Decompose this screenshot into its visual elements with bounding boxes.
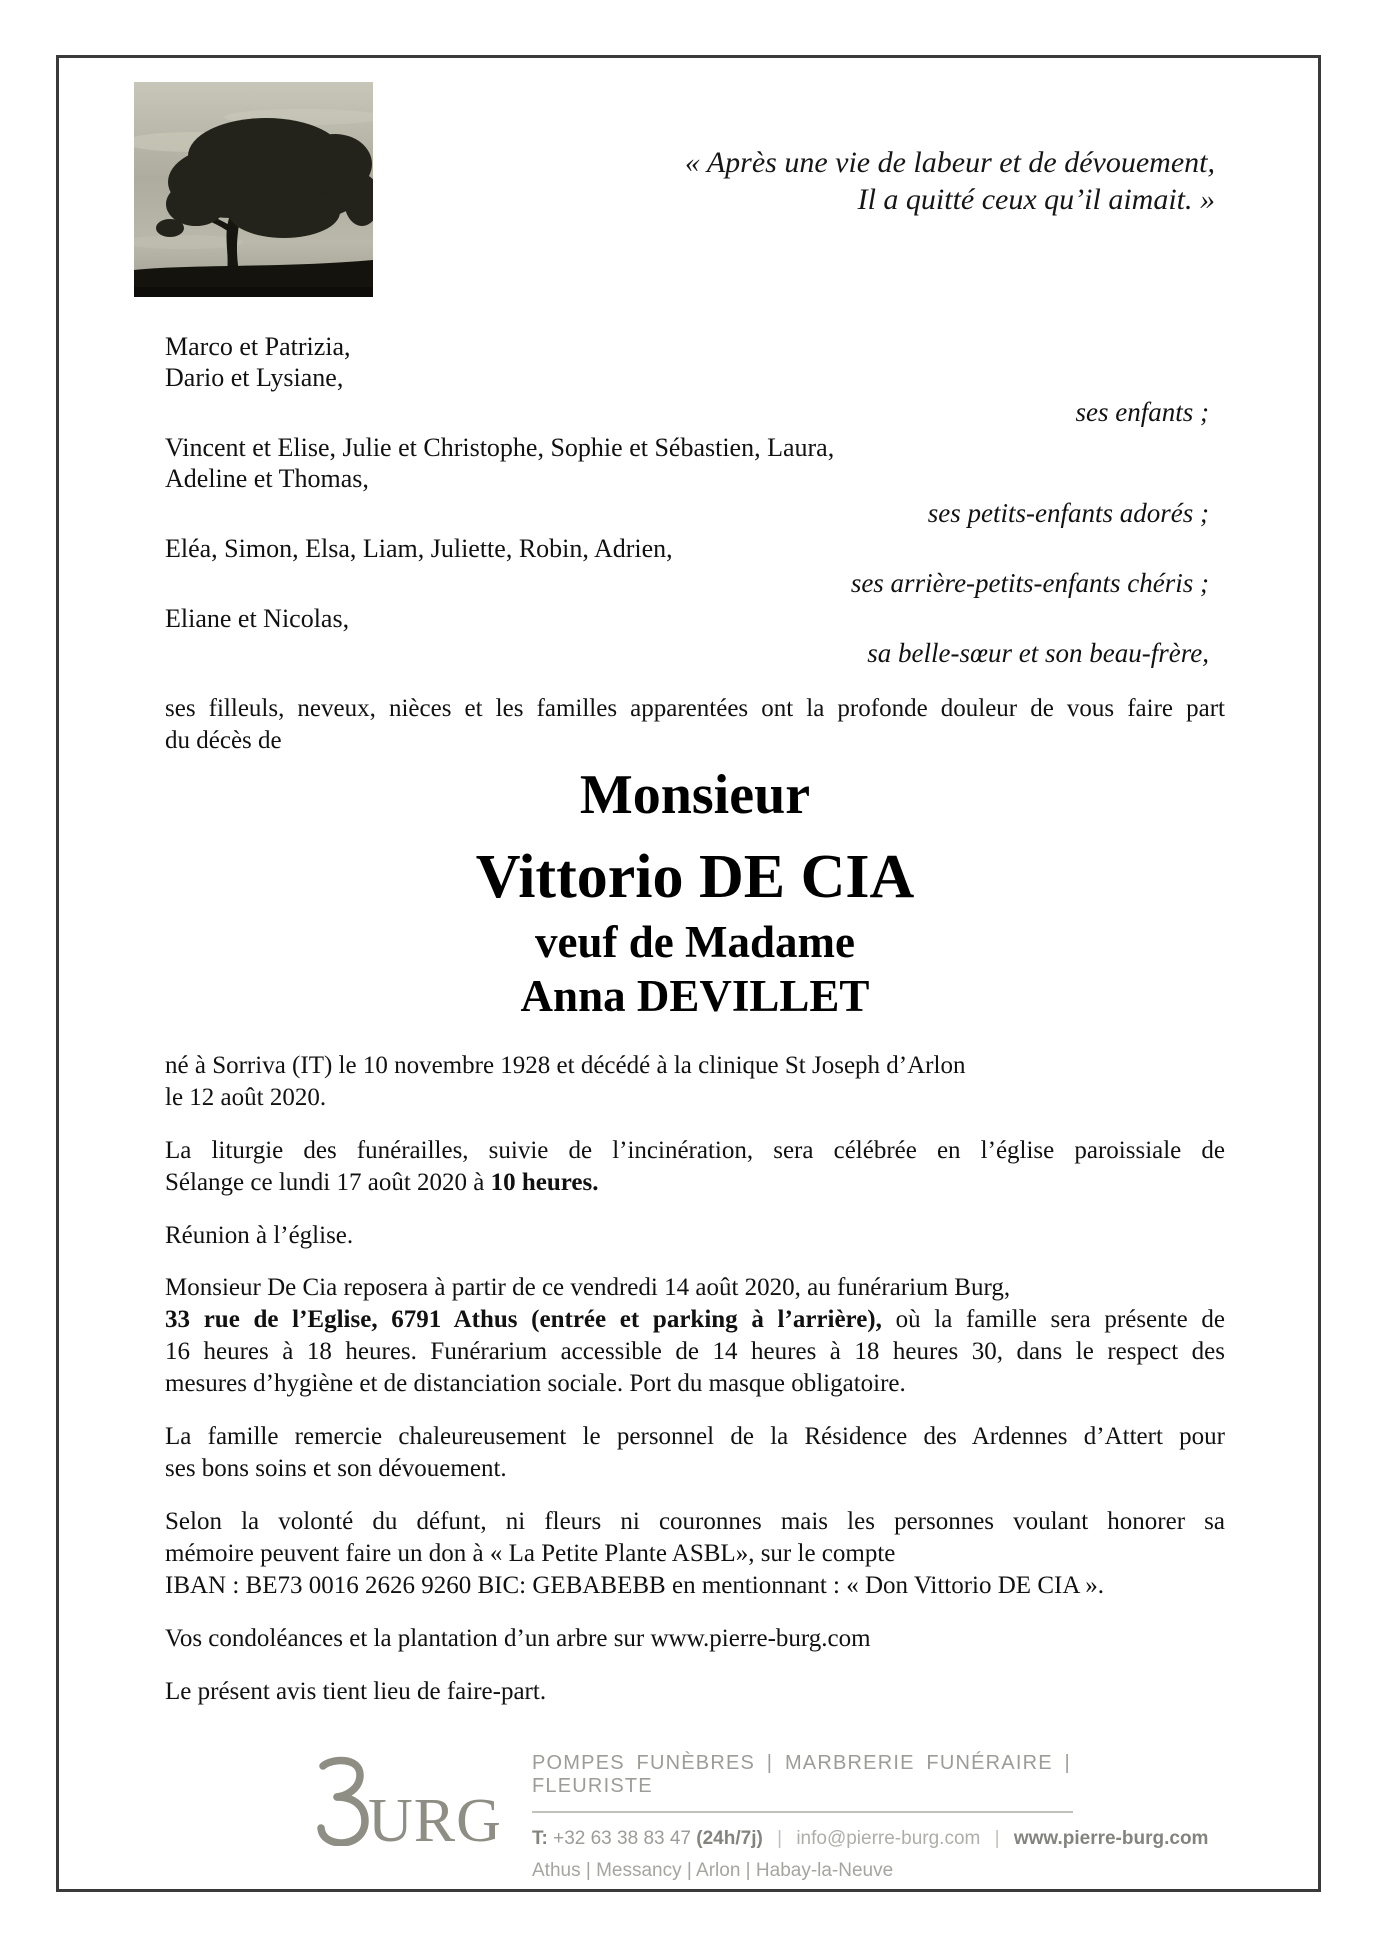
deceased-name: Vittorio DE CIA [475, 843, 915, 911]
condolences-line: Vos condoléances et la plantation d’un arbre sur www.pierre-burg.com [165, 1625, 871, 1652]
footer-cities-line: Athus | Messancy | Arlon | Habay-la-Neuve [532, 1860, 894, 1881]
phone-hours: (24h/7j) [696, 1828, 763, 1849]
great-grandchildren-relation-label: ses arrière-petits-enfants chéris ; [850, 568, 1209, 598]
tree-photo [134, 82, 373, 297]
liturgy-time-bold: 10 heures. [490, 1169, 599, 1196]
thanks-paragraph [165, 1421, 1225, 1485]
spouse-name: Anna DEVILLET [520, 971, 870, 1021]
thanks-line1: La famille remercie chaleureusement le personnel de la Résidence des Ardennes d’Attert pour [165, 1423, 1225, 1450]
family-names-section [165, 331, 1225, 669]
liturgy-line2-text: Sélange ce lundi 17 août 2020 à [165, 1169, 491, 1196]
burg-logo-letters: URG [368, 1787, 502, 1855]
header-row [165, 82, 1225, 297]
children-names-line1: Marco et Patrizia, [165, 332, 351, 361]
birth-death-line2: le 12 août 2020. [165, 1084, 327, 1111]
grandchildren-names-line2: Adeline et Thomas, [165, 464, 369, 493]
repose-line1: Monsieur De Cia reposera à partir de ce vendredi 14 août 2020, au funérarium Burg, [165, 1274, 1011, 1301]
children-relation-label: ses enfants ; [1075, 397, 1209, 427]
inlaws-names-line: Eliane et Nicolas, [165, 604, 350, 633]
donation-paragraph [165, 1506, 1225, 1602]
announcement-paragraph [165, 693, 1225, 757]
separator-bar: | [777, 1828, 783, 1849]
funeral-home-address-bold: 33 rue de l’Eglise, 6791 Athus (entrée et parking à l’arrière), [165, 1306, 882, 1333]
great-grandchildren-names-line: Eléa, Simon, Elsa, Liam, Juliette, Robin, Adrien, [165, 534, 673, 563]
grandchildren-names-line1: Vincent et Elise, Julie et Christophe, Sophie et Sébastien, Laura, [165, 433, 835, 462]
children-names-line2: Dario et Lysiane, [165, 363, 344, 392]
meeting-line: Réunion à l’église. [165, 1222, 354, 1249]
condolences-paragraph [165, 1623, 1225, 1655]
liturgy-paragraph [165, 1135, 1225, 1199]
announcement-line2: du décès de [165, 727, 282, 754]
liturgy-line2 [165, 1167, 1225, 1199]
memorial-quote [685, 144, 1215, 218]
thanks-line2: ses bons soins et son dévouement. [165, 1455, 507, 1482]
meeting-paragraph [165, 1220, 1225, 1252]
memorial-quote-line1: « Après une vie de labeur et de dévouement, [684, 146, 1215, 179]
separator-bar: | [994, 1828, 1000, 1849]
repose-paragraph [165, 1272, 1225, 1400]
memorial-quote-line2: Il a quitté ceux qu’il aimait. » [857, 183, 1215, 216]
birth-death-line1: né à Sorriva (IT) le 10 novembre 1928 et décédé à la clinique St Joseph d’Arlon [165, 1052, 966, 1079]
notice-content [165, 0, 1225, 1708]
announcement-line1: ses filleuls, neveux, nièces et les familles apparentées ont la profonde douleur de vous faire part [165, 695, 1225, 722]
footer-services-line: POMPES FUNÈBRES | MARBRERIE FUNÉRAIRE | FLEURISTE [532, 1752, 1071, 1797]
donation-line1: Selon la volonté du défunt, ni fleurs ni couronnes mais les personnes voulant honorer sa [165, 1508, 1225, 1535]
donation-line2: mémoire peuvent faire un don à « La Petite Plante ASBL», sur le compte [165, 1540, 896, 1567]
phone-number: +32 63 38 83 47 [553, 1828, 691, 1849]
repose-line2-rest: où la famille sera présente de [881, 1306, 1225, 1333]
repose-line2 [165, 1304, 1225, 1336]
birth-death-paragraph [165, 1050, 1225, 1114]
phone-label: T: [532, 1828, 548, 1849]
repose-line3: 16 heures à 18 heures. Funérarium accessible de 14 heures à 18 heures 30, dans le respect des [165, 1338, 1225, 1365]
footer-email: info@pierre-burg.com [796, 1828, 981, 1849]
donation-iban-line: IBAN : BE73 0016 2626 9260 BIC: GEBABEBB en mentionnant : « Don Vittorio DE CIA ». [165, 1572, 1105, 1599]
notice-paragraph [165, 1676, 1225, 1708]
windswept-tree-icon [134, 82, 373, 297]
grandchildren-relation-label: ses petits-enfants adorés ; [927, 498, 1209, 528]
inlaws-relation-label: sa belle-sœur et son beau-frère, [867, 638, 1209, 668]
widower-of-label: veuf de Madame [535, 917, 855, 967]
deceased-title: Monsieur [579, 764, 811, 826]
liturgy-line1: La liturgie des funérailles, suivie de l’incinération, sera célébrée en l’église paroissiale de [165, 1137, 1225, 1164]
repose-line4: mesures d’hygiène et de distanciation sociale. Port du masque obligatoire. [165, 1370, 906, 1397]
footer-website: www.pierre-burg.com [1013, 1828, 1209, 1849]
notice-line: Le présent avis tient lieu de faire-part. [165, 1678, 547, 1705]
